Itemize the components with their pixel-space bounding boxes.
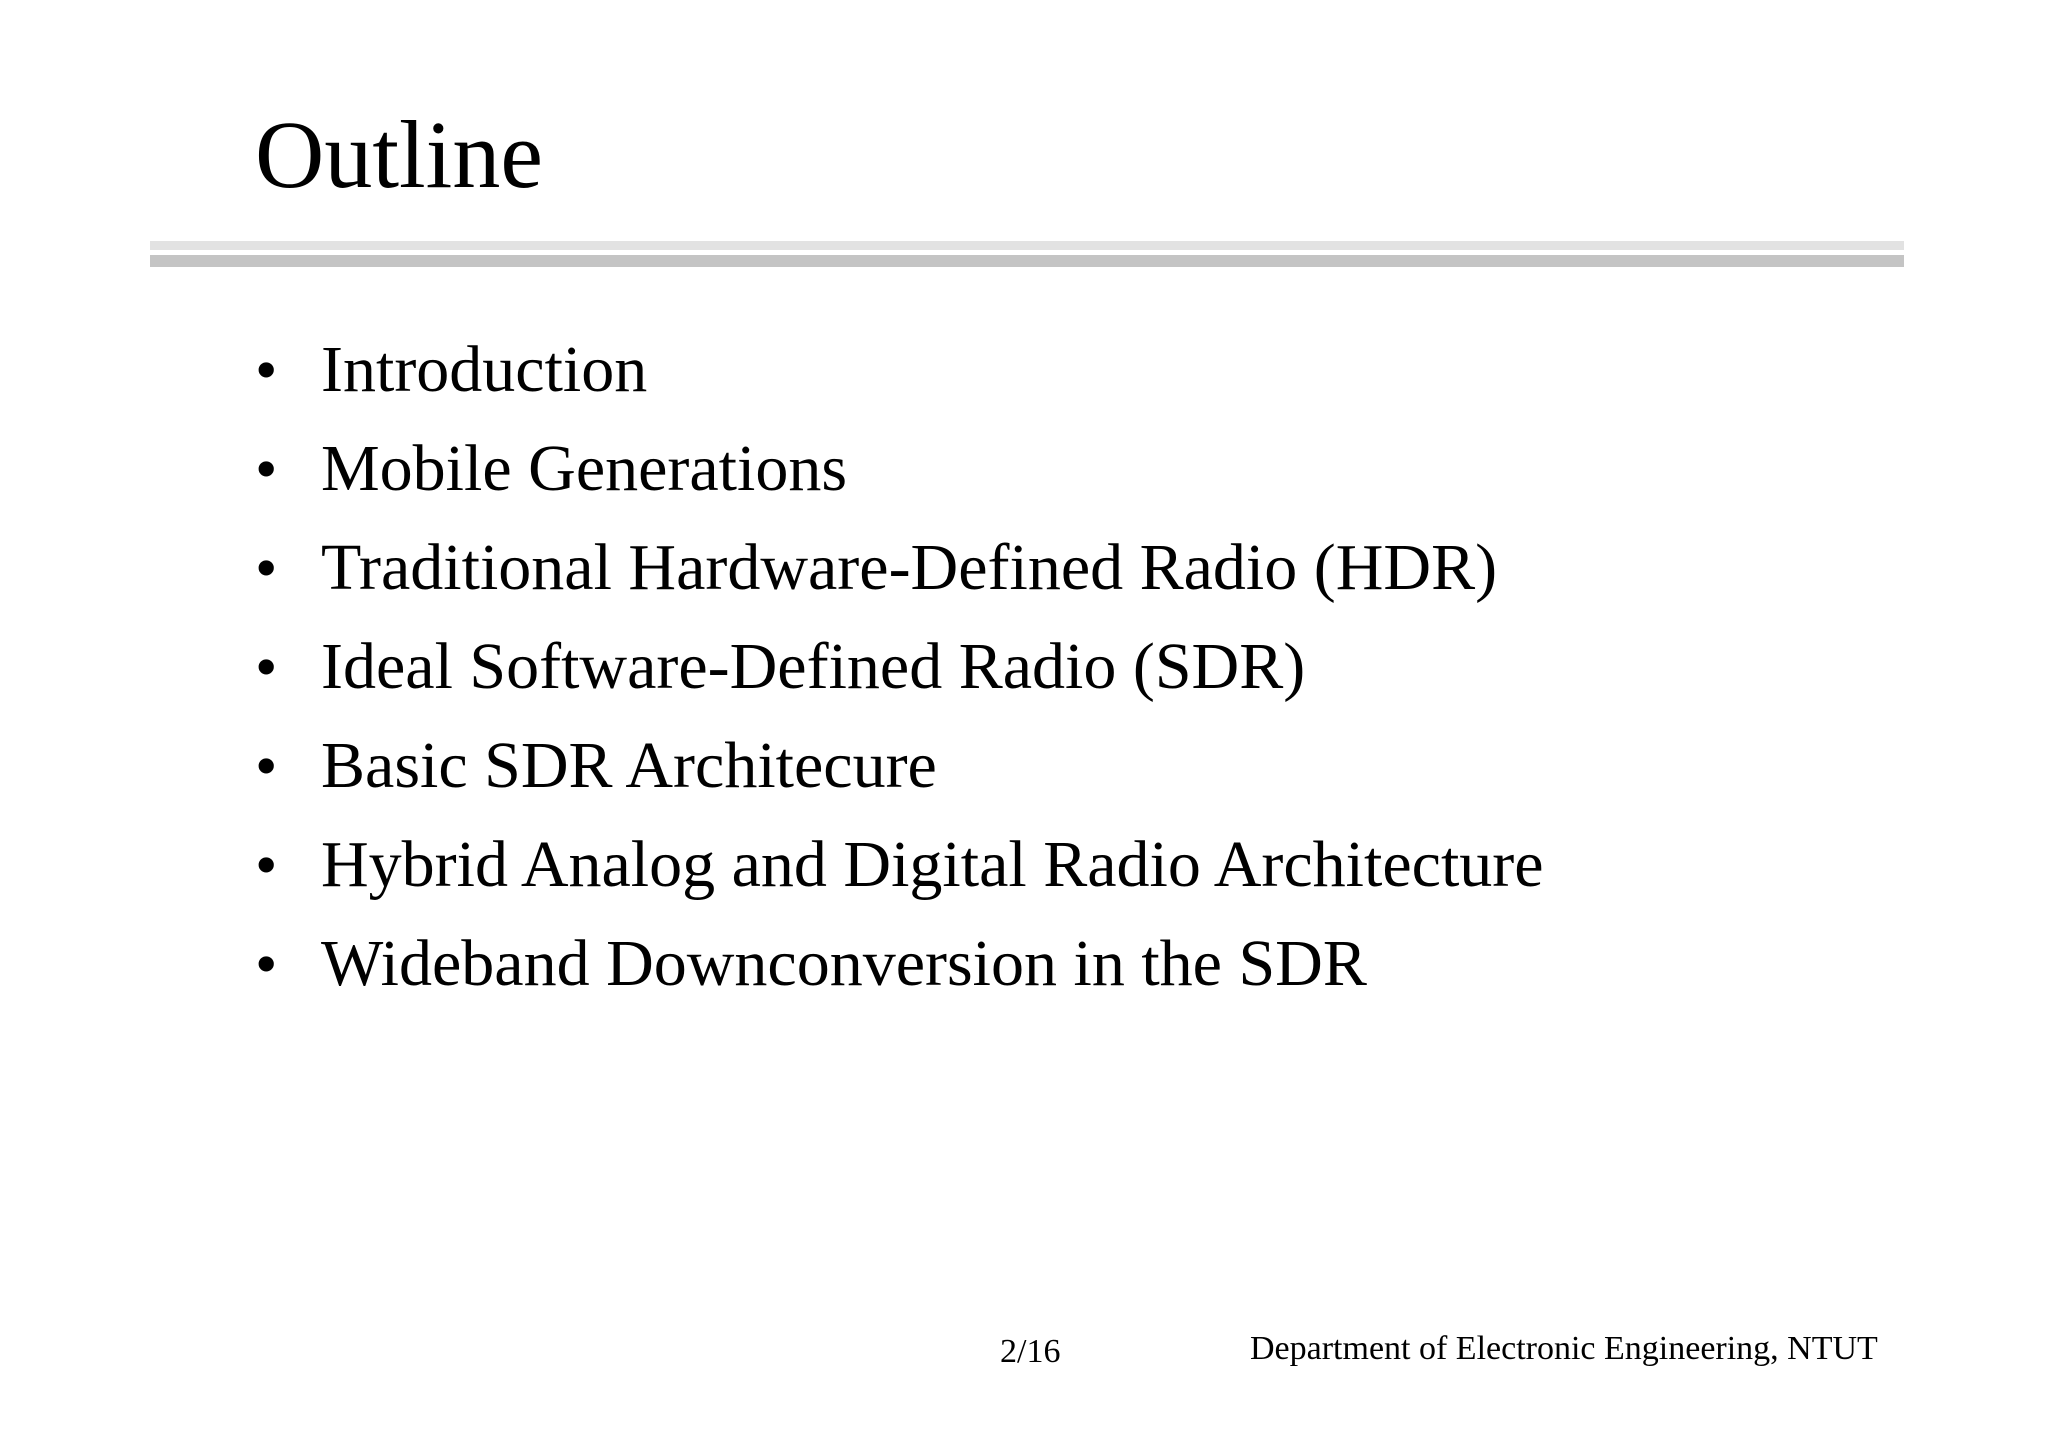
title-divider-dark [150,255,1904,267]
bullet-icon: • [255,928,278,999]
page-number: 2/16 [1000,1333,1061,1370]
outline-item-text: Wideband Downconversion in the SDR [321,927,1367,1000]
bullet-icon: • [255,631,278,702]
outline-item-text: Ideal Software-Defined Radio (SDR) [321,630,1306,703]
outline-item-text: Introduction [321,333,648,406]
outline-item-text: Mobile Generations [321,432,848,505]
slide-title: Outline [255,101,543,208]
title-divider-light [150,241,1904,250]
bullet-icon: • [255,829,278,900]
footer-department: Department of Electronic Engineering, NTUT [1250,1330,1878,1367]
outline-item-text: Traditional Hardware-Defined Radio (HDR) [321,531,1498,604]
bullet-icon: • [255,334,278,405]
bullet-icon: • [255,730,278,801]
bullet-icon: • [255,532,278,603]
outline-item-text: Basic SDR Architecure [321,729,937,802]
bullet-icon: • [255,433,278,504]
outline-item-text: Hybrid Analog and Digital Radio Architecture [321,828,1544,901]
